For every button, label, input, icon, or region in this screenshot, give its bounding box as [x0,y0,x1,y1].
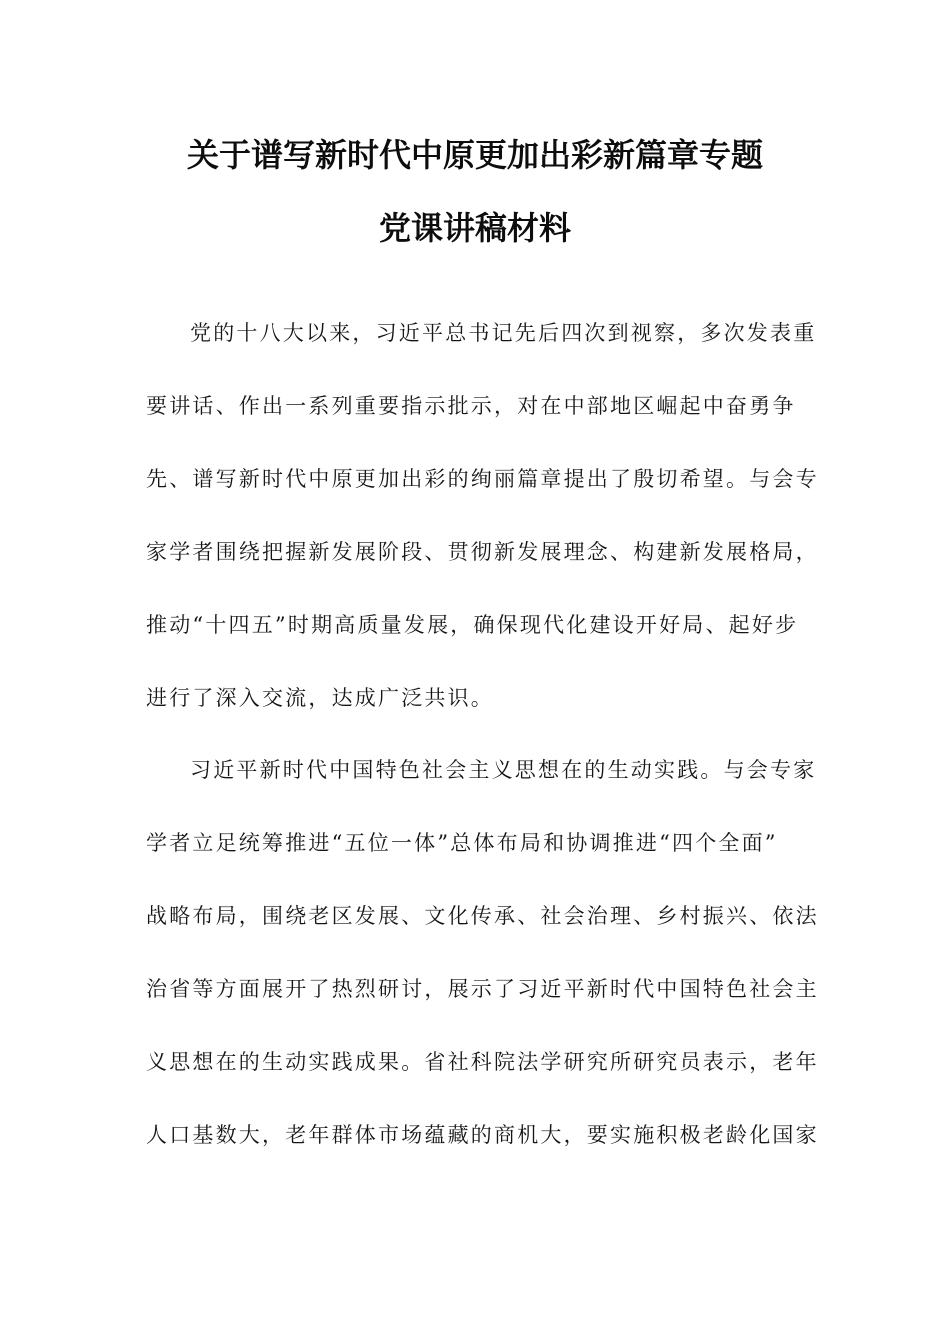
paragraph-line: 习近平新时代中国特色社会主义思想在的生动实践。与会专家 [190,758,817,782]
document-title-line-1: 关于谱写新时代中原更加出彩新篇章专题 [186,136,763,174]
paragraph-line: 进行了深入交流，达成广泛共识。 [146,686,494,710]
paragraph-line: 党的十八大以来，习近平总书记先后四次到视察，多次发表重 [190,321,817,345]
paragraph-2 [146,756,819,1194]
paragraph-1 [146,319,819,757]
paragraph-line: 学者立足统筹推进“五位一体”总体布局和协调推进“四个全面” [146,831,778,855]
paragraph-line: 推动“十四五”时期高质量发展，确保现代化建设开好局、起好步 [146,613,799,637]
paragraph-line: 战略布局，围绕老区发展、文化传承、社会治理、乡村振兴、依法 [146,904,819,928]
paragraph-line: 家学者围绕把握新发展阶段、贯彻新发展理念、构建新发展格局， [146,540,819,564]
paragraph-line: 人口基数大，老年群体市场蕴藏的商机大，要实施积极老龄化国家 [146,1123,819,1147]
paragraph-line: 先、谱写新时代中原更加出彩的绚丽篇章提出了殷切希望。与会专 [146,467,819,491]
paragraph-line: 义思想在的生动实践成果。省社科院法学研究所研究员表示，老年 [146,1050,819,1074]
paragraph-line: 治省等方面展开了热烈研讨，展示了习近平新时代中国特色社会主 [146,977,819,1001]
document-title-line-2: 党课讲稿材料 [378,209,571,247]
paragraph-line: 要讲话、作出一系列重要指示批示，对在中部地区崛起中奋勇争 [146,394,796,418]
